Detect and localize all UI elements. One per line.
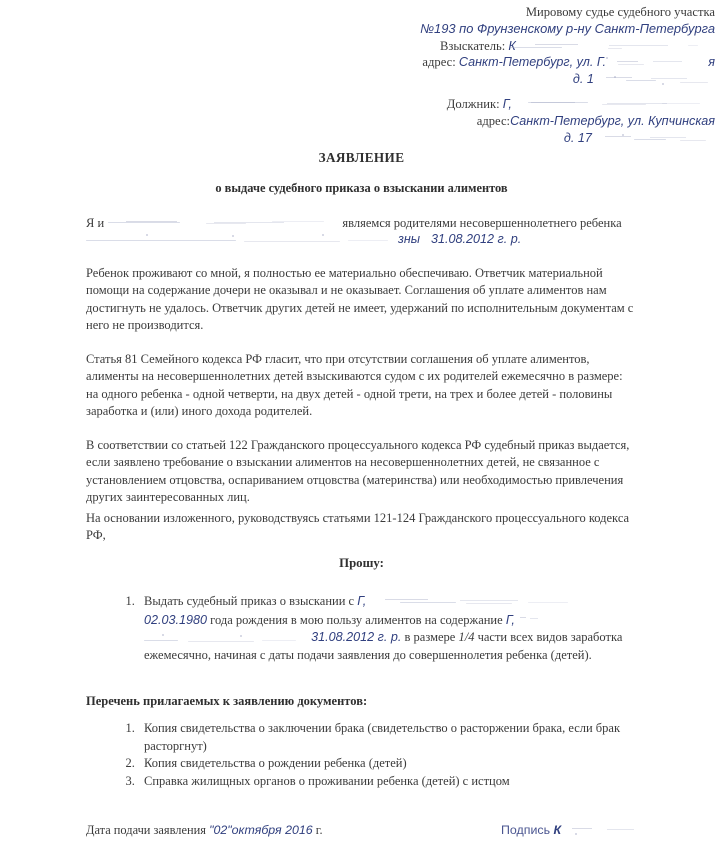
request-debtor-birth-date: 02.03.1980	[144, 612, 208, 627]
submission-date-suffix: г.	[315, 823, 323, 837]
debtor-initial: Г,	[502, 96, 512, 111]
submission-date-value: "02"октября 2016	[209, 823, 313, 837]
debtor-address-line	[210, 113, 715, 130]
request-heading: Прошу:	[339, 556, 384, 570]
request-debtor-initial: Г,	[357, 594, 367, 608]
claimant-initial: К	[508, 38, 516, 53]
signature-initial: К	[553, 823, 562, 837]
submission-date-label: Дата подачи заявления	[86, 823, 206, 837]
addressee-line	[210, 4, 715, 21]
document-title: ЗАЯВЛЕНИЕ	[318, 150, 405, 165]
claimant-address-label: адрес:	[422, 55, 456, 70]
header-gap	[210, 88, 715, 96]
intro-lead: Я и	[86, 216, 105, 230]
claimant-house-prefix: д. 1	[572, 72, 594, 87]
court-number-text: №193 по Фрунзенскому р-ну Санкт-Петербурга	[420, 20, 715, 36]
attachments-list	[112, 720, 658, 790]
intro-after-parent: являемся родителями несовершеннолетнего ребенка	[342, 216, 622, 230]
child-birth-date: 31.08.2012 г. р.	[431, 232, 522, 246]
paragraph-legal-basis: На основании изложенного, руководствуясь статьями 121-124 Гражданского процессуального кодекса РФ,	[86, 511, 630, 543]
claimant-house-line	[210, 71, 715, 88]
signature-block	[501, 822, 657, 839]
request-child-initial: Г,	[505, 612, 515, 627]
paragraph-article-81: Статья 81 Семейного кодекса РФ гласит, что при отсутствии соглашения об уплате алиментов, алименты на несовершеннолетних детей взыскиваются судом с их родителей ежемесячно в размере: на одного ребенка - одной четверти, на двух детей - одной трети, на трех и более детей - половины заработка и (или) иного дохода родителей.	[86, 352, 623, 419]
request-part-1: Выдать судебный приказ о взыскании с	[144, 594, 355, 608]
redacted-signature-name	[565, 822, 657, 834]
debtor-address-value: Санкт-Петербург, ул. Купчинская	[510, 113, 715, 128]
debtor-address-label: адрес:	[476, 113, 511, 128]
request-part-4: части всех видов заработка ежемесячно, начиная с даты подачи заявления до совершеннолетия ребенка (детей).	[144, 630, 623, 662]
request-child-birth-date: 31.08.2012 г. р.	[311, 630, 402, 645]
court-address-block	[210, 4, 715, 146]
attachments-title: Перечень прилагаемых к заявлению документов:	[86, 694, 368, 708]
child-name-tail: зны	[398, 232, 421, 246]
submission-date	[86, 822, 323, 839]
addressee-text: Мировому судье судебного участка	[525, 5, 715, 19]
request-item	[138, 592, 661, 664]
claimant-address-tail: я	[708, 55, 715, 70]
redacted-request-child-name	[518, 611, 544, 624]
claimant-line	[210, 38, 715, 55]
paragraph-article-122: В соответствии со статьей 122 Гражданского процессуального кодекса РФ судебный приказ выдается, если заявлено требование о взыскании алиментов на несовершеннолетних детей, не связанное с установлением отцовства, оспариванием отцовства (материнства) или необходимостью привлечения других заинтересованных лиц.	[86, 438, 630, 505]
document-subtitle: о выдаче судебного приказа о взыскании алиментов	[215, 181, 508, 195]
paragraph-living-situation: Ребенок проживают со мной, я полностью ее материально обеспечиваю. Ответчик материальной помощи на содержание дочери не оказывал и не оказывает. Соглашения об уплате алиментов нам достигнуть не удалось. Ответчик других детей не имеет, удержаний по исполнительным документам с него не производится.	[86, 266, 634, 333]
request-part-3: в размере	[404, 630, 456, 645]
request-share: 1/4	[458, 630, 475, 645]
intro-paragraph	[86, 214, 635, 250]
request-list	[112, 592, 661, 664]
debtor-line	[210, 96, 715, 113]
claimant-address-value: Санкт-Петербург, ул. Г.	[458, 55, 606, 70]
signature-label: Подпись	[501, 823, 551, 837]
request-part-2: года рождения в мою пользу алиментов на содержание	[210, 612, 503, 627]
claimant-label: Взыскатель:	[440, 38, 506, 53]
debtor-house-line	[210, 130, 715, 147]
court-number-line	[210, 21, 715, 38]
attachment-item: 3. Справка жилищных органов о проживании ребенка (детей) с истцом	[138, 773, 658, 791]
debtor-house-prefix: д. 17	[563, 130, 592, 145]
attachment-item: 1. Копия свидетельства о заключении брака (свидетельство о расторжении брака, если брак расторгнут)	[138, 720, 658, 755]
attachment-item: 2. Копия свидетельства о рождении ребенка (детей)	[138, 755, 658, 773]
debtor-label: Должник:	[446, 96, 500, 111]
claimant-address-line	[210, 54, 715, 71]
